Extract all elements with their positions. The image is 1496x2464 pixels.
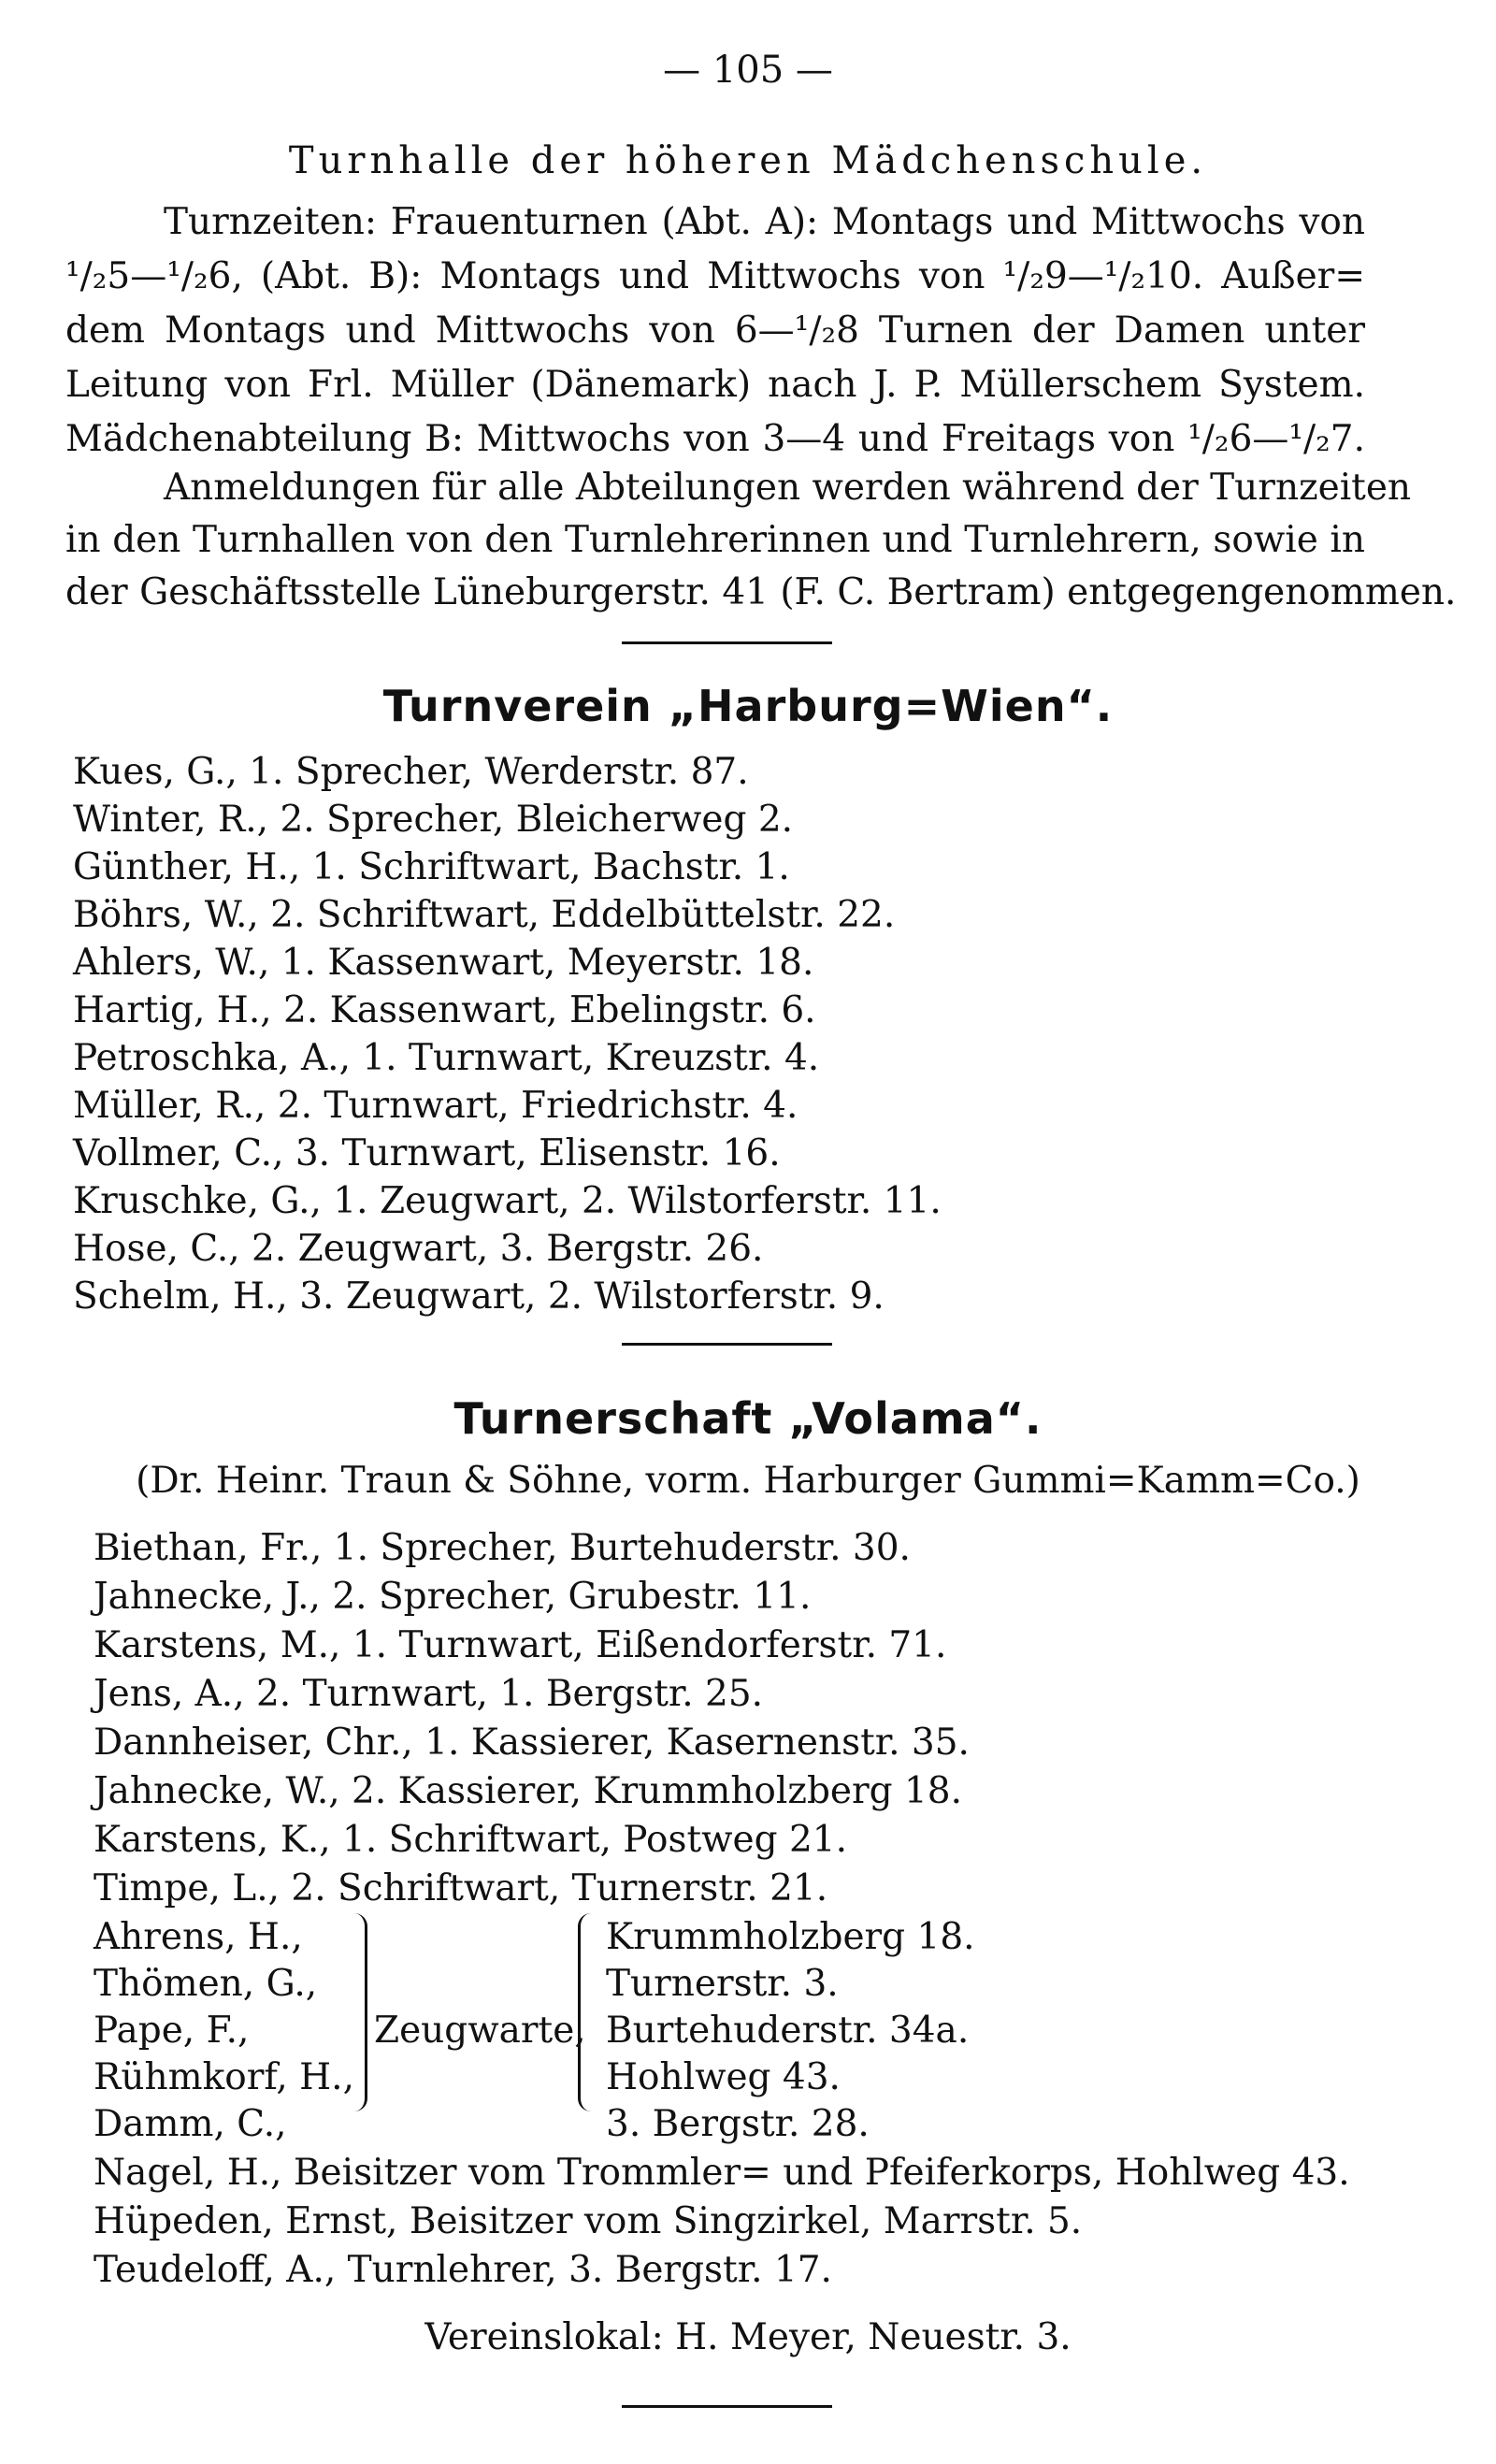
list-item: Kruschke, G., 1. Zeugwart, 2. Wilstorferstr. 11.: [73, 1180, 942, 1222]
list-item: Nagel, H., Beisitzer vom Trommler= und Pfeiferkorps, Hohlweg 43.: [94, 2152, 1350, 2194]
list-item: Müller, R., 2. Turnwart, Friedrichstr. 4.: [73, 1085, 798, 1127]
list-item: Kues, G., 1. Sprecher, Werderstr. 87.: [73, 751, 749, 793]
right-brace-icon: [348, 1913, 367, 2111]
section-title-turnerschaft: Turnerschaft „Volama“.: [453, 1393, 1043, 1444]
text-line: Turnzeiten: Frauenturnen (Abt. A): Montags und Mittwochs von: [164, 201, 1365, 243]
zeugwarte-role: Zeugwarte,: [374, 2010, 586, 2052]
zeugwart-address: Burtehuderstr. 34a.: [606, 2010, 970, 2052]
vereinslokal-footer: Vereinslokal: H. Meyer, Neuestr. 3.: [424, 2316, 1072, 2358]
text-line: Leitung von Frl. Müller (Dänemark) nach J. P. Müllerschem System.: [65, 364, 1365, 406]
list-item: Böhrs, W., 2. Schriftwart, Eddelbüttelstr. 22.: [73, 894, 896, 936]
text-line: in den Turnhallen von den Turnlehrerinnen und Turnlehrern, sowie in: [65, 519, 1365, 561]
list-item: Hartig, H., 2. Kassenwart, Ebelingstr. 6.: [73, 989, 816, 1031]
list-item: Dannheiser, Chr., 1. Kassierer, Kasernenstr. 35.: [94, 1722, 970, 1764]
text-line: ¹/₂5—¹/₂6, (Abt. B): Montags und Mittwochs von ¹/₂9—¹/₂10. Außer=: [65, 255, 1365, 297]
list-item: Jahnecke, J., 2. Sprecher, Grubestr. 11.: [94, 1576, 812, 1618]
list-item: Hüpeden, Ernst, Beisitzer vom Singzirkel, Marrstr. 5.: [94, 2200, 1083, 2242]
list-item: Biethan, Fr., 1. Sprecher, Burtehuderstr. 30.: [94, 1527, 911, 1569]
list-item: Günther, H., 1. Schriftwart, Bachstr. 1.: [73, 846, 790, 888]
zeugwart-address: Krummholzberg 18.: [606, 1916, 975, 1958]
list-item: Teudeloff, A., Turnlehrer, 3. Bergstr. 17.: [94, 2249, 832, 2291]
divider: [622, 641, 832, 644]
zeugwart-name: Damm, C.,: [94, 2103, 287, 2145]
list-item: Jahnecke, W., 2. Kassierer, Krummholzberg 18.: [94, 1770, 963, 1812]
text-line: Mädchenabteilung B: Mittwochs von 3—4 und Freitags von ¹/₂6—¹/₂7.: [65, 418, 1365, 460]
text-line: der Geschäftsstelle Lüneburgerstr. 41 (F. C. Bertram) entgegengenommen.: [65, 571, 1457, 613]
list-item: Petroschka, A., 1. Turnwart, Kreuzstr. 4.: [73, 1037, 820, 1079]
text-line: Anmeldungen für alle Abteilungen werden während der Turnzeiten: [164, 467, 1412, 509]
section-title-turnverein: Turnverein „Harburg=Wien“.: [382, 681, 1114, 731]
zeugwart-address: Turnerstr. 3.: [606, 1963, 839, 2005]
text-line: dem Montags und Mittwochs von 6—¹/₂8 Turnen der Damen unter: [65, 310, 1365, 352]
zeugwart-address: 3. Bergstr. 28.: [606, 2103, 870, 2145]
list-item: Schelm, H., 3. Zeugwart, 2. Wilstorferstr. 9.: [73, 1275, 885, 1318]
zeugwart-name: Pape, F.,: [94, 2010, 250, 2052]
list-item: Karstens, K., 1. Schriftwart, Postweg 21.: [94, 1819, 847, 1861]
list-item: Karstens, M., 1. Turnwart, Eißendorferstr. 71.: [94, 1624, 947, 1666]
section-subtitle: (Dr. Heinr. Traun & Söhne, vorm. Harburger Gummi=Kamm=Co.): [136, 1460, 1360, 1502]
list-item: Ahlers, W., 1. Kassenwart, Meyerstr. 18.: [73, 942, 814, 984]
list-item: Winter, R., 2. Sprecher, Bleicherweg 2.: [73, 799, 794, 841]
list-item: Vollmer, C., 3. Turnwart, Elisenstr. 16.: [73, 1132, 781, 1174]
zeugwart-address: Hohlweg 43.: [606, 2056, 841, 2098]
divider: [622, 1343, 832, 1346]
list-item: Timpe, L., 2. Schriftwart, Turnerstr. 21.: [94, 1867, 828, 1909]
divider: [622, 2405, 832, 2408]
list-item: Hose, C., 2. Zeugwart, 3. Bergstr. 26.: [73, 1228, 764, 1270]
page-number: — 105 —: [663, 49, 833, 92]
section-title-maedchenschule: Turnhalle der höheren Mädchenschule.: [288, 139, 1208, 182]
zeugwart-name: Thömen, G.,: [94, 1963, 318, 2005]
zeugwart-name: Ahrens, H.,: [94, 1916, 303, 1958]
left-brace-icon: [578, 1913, 597, 2111]
list-item: Jens, A., 2. Turnwart, 1. Bergstr. 25.: [94, 1673, 764, 1715]
zeugwart-name: Rühmkorf, H.,: [94, 2056, 354, 2098]
